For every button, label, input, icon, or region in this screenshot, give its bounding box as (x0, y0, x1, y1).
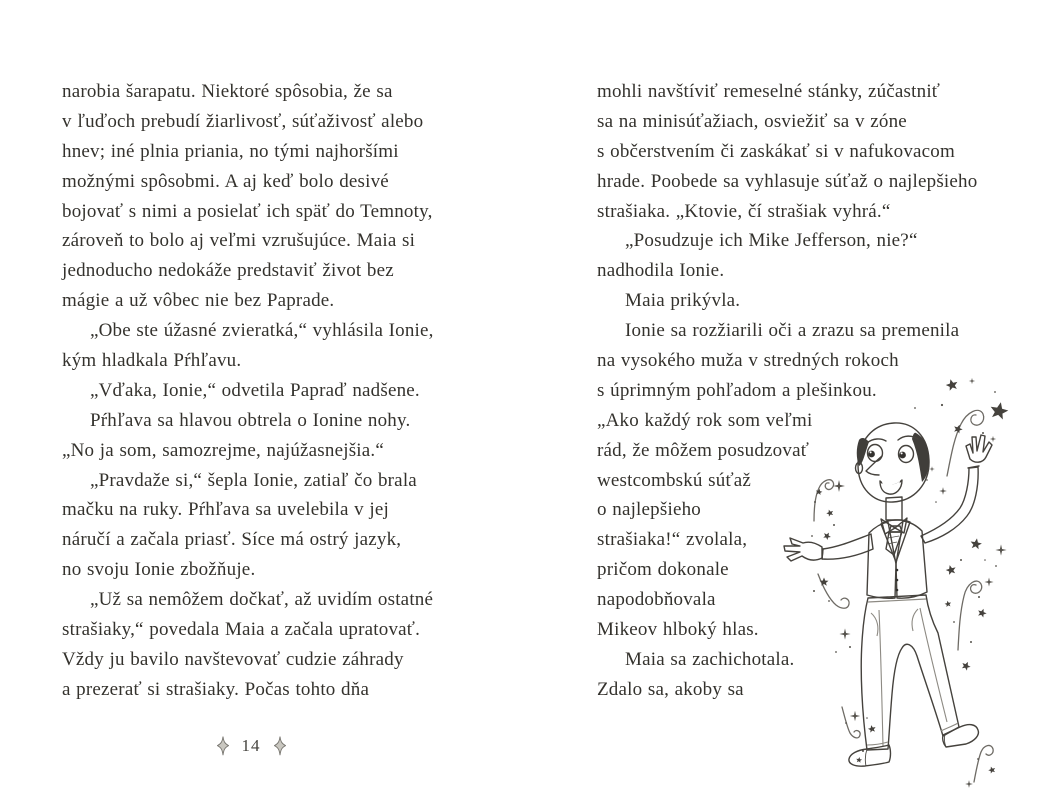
text-line: Pŕhľava sa hlavou obtrela o Ionine nohy. (90, 409, 411, 431)
text-line: bojovať s nimi a posielať ich späť do Temnoty, (62, 200, 433, 222)
text-line: kým hladkala Pŕhľavu. (62, 350, 242, 372)
page-left-text (62, 77, 442, 705)
text-line: zároveň to bolo aj veľmi vzrušujúce. Maia si (62, 230, 416, 252)
text-line: hnev; iné plnia priania, no tými najhoršími (62, 140, 399, 162)
text-line: Zdalo sa, akoby sa (597, 678, 744, 700)
text-line: o najlepšieho (597, 499, 701, 521)
text-line: mačku na ruky. Pŕhľava sa uvelebila v jej (62, 499, 390, 521)
text-line: strašiaka. „Ktovie, čí strašiak vyhrá.“ (597, 200, 891, 222)
text-line: Vždy ju bavilo navštevovať cudzie záhrady (62, 648, 404, 670)
text-line: strašiaka!“ zvolala, (597, 529, 748, 551)
text-line: „Pravdaže si,“ šepla Ionie, zatiaľ čo brala (90, 469, 417, 491)
text-line: westcombskú súťaž (597, 469, 752, 491)
text-line: Ionie sa rozžiarili oči a zrazu sa premenila (625, 320, 960, 342)
text-line: a prezerať si strašiaky. Počas tohto dňa (62, 678, 370, 700)
text-line: s občerstvením či zaskákať si v nafukovacom (597, 140, 955, 162)
text-line: nadhodila Ionie. (597, 260, 725, 282)
text-line: „Obe ste úžasné zvieratká,“ vyhlásila Ionie, (90, 320, 434, 342)
text-line: „Ako každý rok som veľmi (597, 409, 813, 431)
text-line: náručí a začala priasť. Síce má ostrý jazyk, (62, 529, 402, 551)
text-line: možnými spôsobmi. A aj keď bolo desivé (62, 170, 389, 192)
text-line: mohli navštíviť remeselné stánky, zúčastniť (597, 81, 941, 102)
text-line: s úprimným pohľadom a plešinkou. (597, 379, 877, 401)
text-line: „No ja som, samozrejme, najúžasnejšia.“ (62, 439, 385, 461)
text-line: no svoju Ionie zbožňuje. (62, 559, 256, 581)
text-line: Mikeov hlboký hlas. (597, 619, 759, 641)
sparkle-icon (217, 736, 229, 756)
page-footer (186, 733, 316, 759)
text-line: „Už sa nemôžem dočkať, až uvidím ostatné (90, 589, 434, 611)
text-line: rád, že môžem posudzovať (597, 439, 810, 461)
text-line: strašiaky,“ povedala Maia a začala upratovať. (62, 619, 421, 641)
text-line: mágie a už vôbec nie bez Paprade. (62, 290, 335, 312)
sparkle-icon (274, 736, 286, 756)
man-figure (784, 423, 992, 766)
text-line: pričom dokonale (597, 559, 729, 581)
text-line: „Vďaka, Ionie,“ odvetila Papraď nadšene. (90, 379, 420, 401)
text-line: na vysokého muža v stredných rokoch (597, 350, 899, 372)
text-line: napodobňovala (597, 589, 716, 611)
text-line: „Posudzuje ich Mike Jefferson, nie?“ (625, 230, 918, 252)
text-line: Maia prikývla. (625, 290, 741, 312)
text-line: Maia sa zachichotala. (625, 648, 795, 670)
waving-man-illustration (755, 350, 1040, 795)
text-line: narobia šarapatu. Niektoré spôsobia, že sa (62, 81, 393, 102)
page-number: 14 (241, 736, 261, 755)
text-line: jednoducho nedokáže predstaviť život bez (62, 260, 394, 282)
text-line: hrade. Poobede sa vyhlasuje súťaž o najlepšieho (597, 170, 978, 192)
text-line: v ľuďoch prebudí žiarlivosť, súťaživosť alebo (62, 110, 424, 132)
text-line: sa na minisúťažiach, osviežiť sa v zóne (597, 110, 907, 132)
